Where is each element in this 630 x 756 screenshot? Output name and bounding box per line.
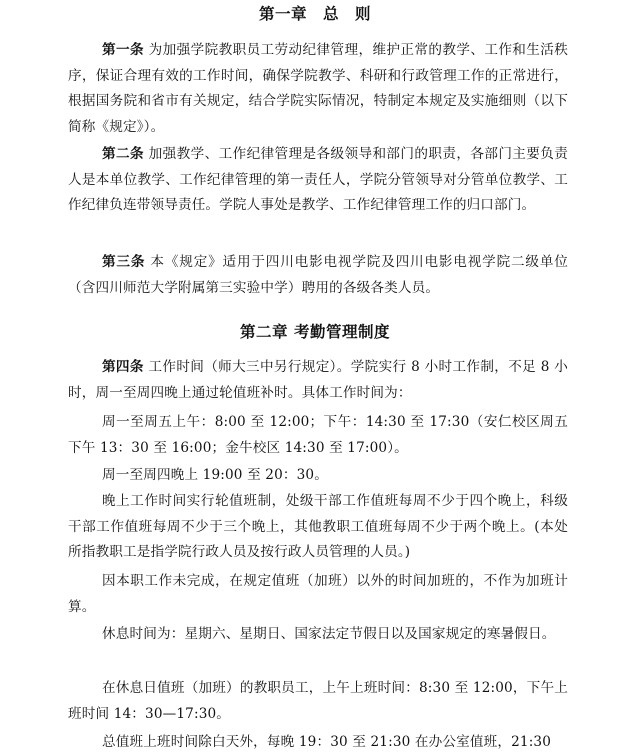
paragraph-rest-time: 休息时间为：星期六、星期日、国家法定节假日以及国家规定的寒暑假日。 [102, 626, 556, 642]
article-3-label: 第三条 [102, 254, 146, 270]
article-4-label: 第四条 [102, 359, 144, 375]
article-4-text: 工作时间（师大三中另行规定）。学院实行 8 小时工作制，不足 8 小时，周一至周四晚上通过轮值班补时。具体工作时间为： [68, 359, 568, 401]
paragraph-overtime: 因本职工作未完成，在规定值班（加班）以外的时间加班的，不作为加班计算。 [68, 573, 568, 615]
chapter-2-title: 第二章 考勤管理制度 [240, 322, 390, 341]
paragraph-work-hours: 周一至周五上午：8:00 至 12:00；下午：14:30 至 17:30（安仁校区周五下午 13：30 至 16:00；金牛校区 14:30 至 17:00）。 [68, 414, 568, 456]
article-2-text: 加强教学、工作纪律管理是各级领导和部门的职责，各部门主要负责人是本单位教学、工作纪律管理的第一责任人，学院分管领导对分管单位教学、工作纪律负连带领导责任。学院人事处是教学、工作纪律管理工作的归口部门。 [68, 146, 569, 214]
article-2-label: 第二条 [102, 146, 144, 162]
paragraph-weekend-duty: 在休息日值班（加班）的教职员工，上午上班时间：8:30 至 12:00，下午上班时间 14：30—17:30。 [68, 680, 568, 722]
paragraph-general-duty: 总值班上班时间除白天外，每晚 19：30 至 21:30 在办公室值班，21:30 [102, 734, 552, 750]
chapter-1-title: 第一章 总 则 [258, 4, 371, 23]
paragraph-evening-hours: 周一至周四晚上 19:00 至 20：30。 [102, 467, 328, 483]
article-1 [68, 38, 568, 140]
article-2 [68, 142, 568, 219]
article-4 [68, 355, 568, 406]
article-1-text: 为加强学院教职员工劳动纪律管理，维护正常的教学、工作和生活秩序，保证合理有效的工作时间，确保学院教学、科研和行政管理工作的正常进行，根据国务院和省市有关规定，结合学院实际情况，特制定本规定及实施细则（以下简称《规定》）。 [68, 42, 569, 135]
article-1-label: 第一条 [102, 42, 144, 58]
paragraph-night-duty: 晚上工作时间实行轮值班制，处级干部工作值班每周不少于四个晚上，科级干部工作值班每周不少于三个晚上，其他教职工值班每周不少于两个晚上。(本处所指教职工是指学院行政人员及按行政人员管理的人员。) [68, 493, 568, 561]
article-3-text: 本《规定》适用于四川电影电视学院及四川电影电视学院二级单位（含四川师范大学附属第三实验中学）聘用的各级各类人员。 [68, 254, 569, 296]
article-3 [68, 250, 568, 301]
